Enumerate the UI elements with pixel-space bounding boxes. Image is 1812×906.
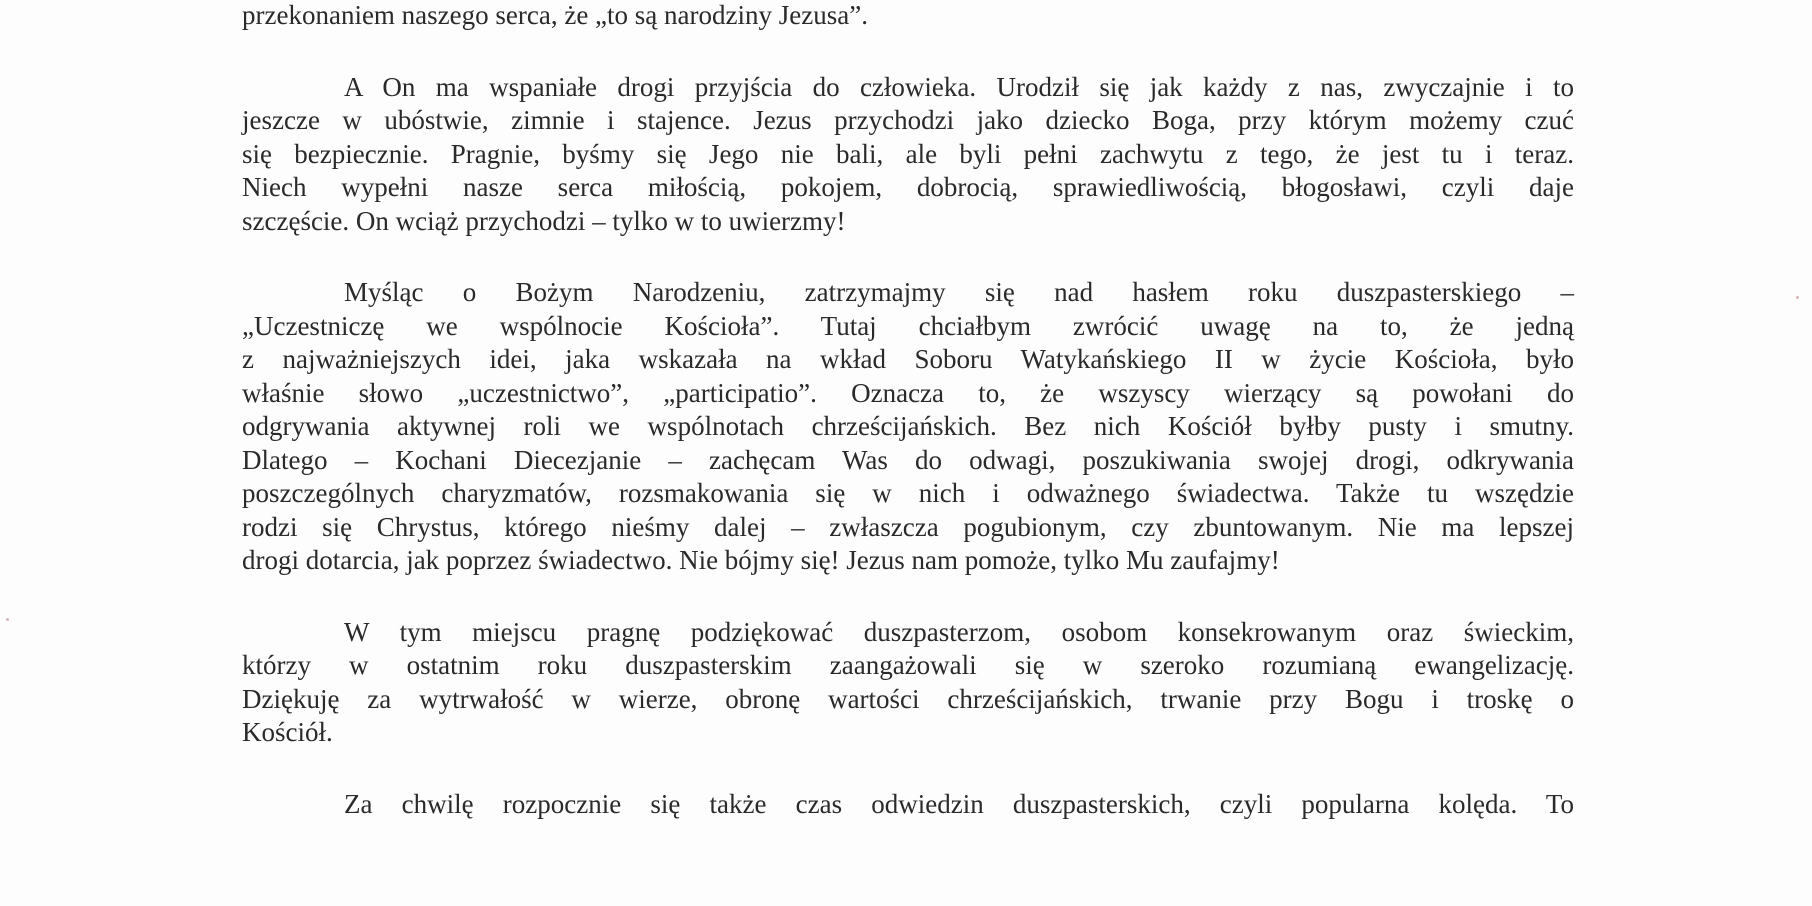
text-line: drogi dotarcia, jak poprzez świadectwo. Nie bójmy się! Jezus nam pomoże, tylko Mu zaufajmy! xyxy=(242,545,1280,575)
text-line: „Uczestniczę we wspólnocie Kościoła”. Tutaj chciałbym zwrócić uwagę na to, że jedną xyxy=(242,310,1574,341)
text-line: Myśląc o Bożym Narodzeniu, zatrzymajmy się nad hasłem roku duszpasterskiego – xyxy=(344,277,1574,307)
text-line: W tym miejscu pragnę podziękować duszpasterzom, osobom konsekrowanym oraz świeckim, xyxy=(344,616,1574,647)
text-line: z najważniejszych idei, jaka wskazała na wkład Soboru Watykańskiego II w życie Kościoła, było xyxy=(242,344,1574,374)
text-line: odgrywania aktywnej roli we wspólnotach chrześcijańskich. Bez nich Kościół byłby pusty i smutny. xyxy=(242,411,1574,441)
text-line: którzy w ostatnim roku duszpasterskim zaangażowali się w szeroko rozumianą ewangelizację. xyxy=(242,650,1574,680)
paragraph-1 xyxy=(242,0,1574,33)
paragraph-gap xyxy=(242,33,1574,71)
paragraph-3 xyxy=(242,276,1574,578)
text-line: Kościół. xyxy=(242,717,333,747)
scan-speck xyxy=(1796,296,1799,299)
text-line: Dziękuję za wytrwałość w wierze, obronę wartości chrześcijańskich, trwanie przy Bogu i troskę o xyxy=(242,683,1574,714)
paragraph-4 xyxy=(242,616,1574,750)
text-line: A On ma wspaniałe drogi przyjścia do człowieka. Urodził się jak każdy z nas, zwyczajnie i to xyxy=(344,71,1574,102)
text-line: szczęście. On wciąż przychodzi – tylko w to uwierzmy! xyxy=(242,205,846,236)
paragraph-gap xyxy=(242,578,1574,616)
paragraph-gap xyxy=(242,750,1574,788)
text-line: rodzi się Chrystus, którego nieśmy dalej – zwłaszcza pogubionym, czy zbuntowanym. Nie ma lepszej xyxy=(242,511,1574,542)
paragraph-2 xyxy=(242,71,1574,239)
text-line: właśnie słowo „uczestnictwo”, „participatio”. Oznacza to, że wszyscy wierzący są powołani do xyxy=(242,377,1574,408)
text-line: przekonaniem naszego serca, że „to są narodziny Jezusa”. xyxy=(242,0,868,30)
letter-body xyxy=(242,0,1574,821)
text-line: Niech wypełni nasze serca miłością, pokojem, dobrocią, sprawiedliwością, błogosławi, czyli daje xyxy=(242,172,1574,202)
text-line: poszczególnych charyzmatów, rozsmakowania się w nich i odważnego świadectwa. Także tu wszędzie xyxy=(242,478,1574,508)
text-line: się bezpiecznie. Pragnie, byśmy się Jego nie bali, ale byli pełni zachwytu z tego, że jest tu i teraz. xyxy=(242,138,1574,169)
text-line: Za chwilę rozpocznie się także czas odwiedzin duszpasterskich, czyli popularna kolęda. To xyxy=(344,788,1574,819)
paragraph-5 xyxy=(242,788,1574,822)
text-line: jeszcze w ubóstwie, zimnie i stajence. Jezus przychodzi jako dziecko Boga, przy którym możemy czuć xyxy=(242,105,1574,135)
paragraph-gap xyxy=(242,238,1574,276)
scan-speck xyxy=(6,618,9,621)
text-line: Dlatego – Kochani Diecezjanie – zachęcam Was do odwagi, poszukiwania swojej drogi, odkrywania xyxy=(242,444,1574,475)
